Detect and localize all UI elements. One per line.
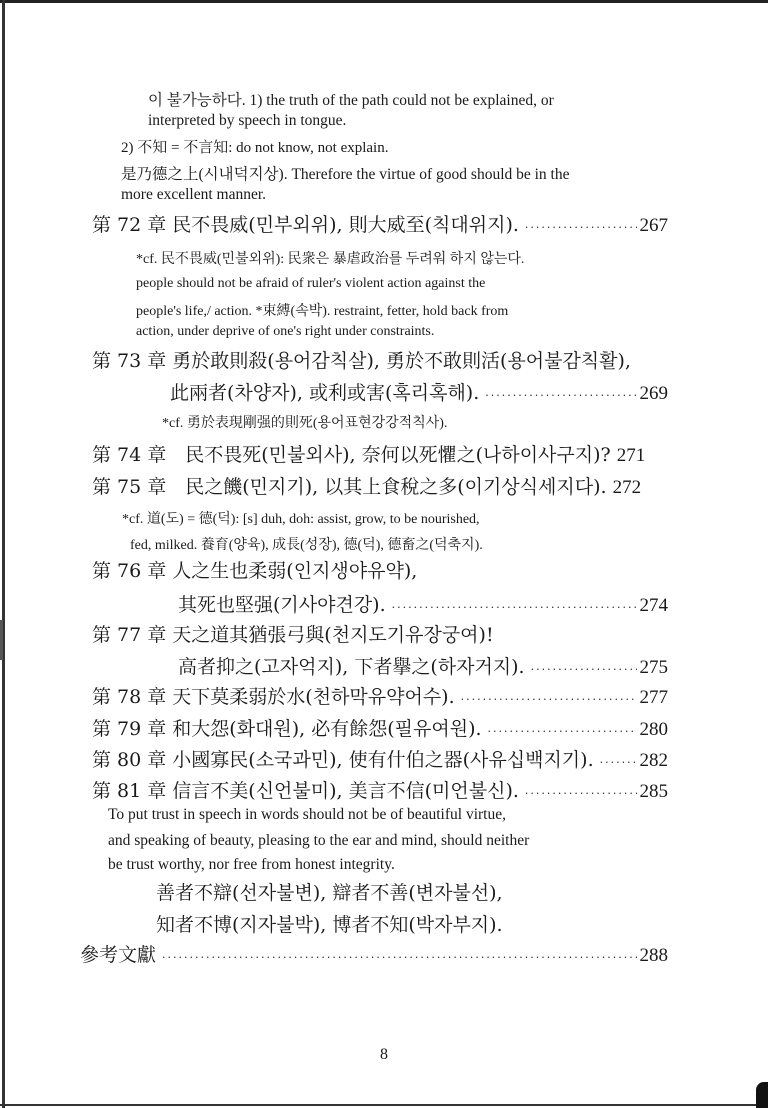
toc-page-ch75: 272 (612, 477, 642, 498)
ch81-note-3: be trust worthy, nor free from honest integrity. (108, 856, 395, 873)
ch81-note-1: To put trust in speech in words should not be of beautiful virtue, (108, 806, 506, 823)
toc-page-ch80: 282 (639, 750, 668, 771)
toc-entry-ch77[interactable] (92, 620, 668, 647)
toc-entry-references[interactable] (80, 940, 668, 967)
intro-line-3: 2) 不知 = 不言知: do not know, not explain. (121, 140, 389, 156)
toc-entry-ch77-cont[interactable] (178, 652, 668, 679)
ch73-note: *cf. 勇於表現剛强的則死(용어표현강강적칙사). (162, 416, 448, 431)
ch72-note-2: people should not be afraid of ruler's violent action against the (136, 276, 486, 291)
toc-title-ch78: 第 78 章 天下莫柔弱於水(천하막유약어수). (92, 686, 455, 708)
ch75-note-2: fed, milked. 養育(양육), 成長(성장), 德(덕), 德畜之(덕축지). (130, 538, 483, 553)
toc-title-ch75: 第 75 章 民之饑(민지기), 以其上食稅之多(이기상식세지다). (92, 476, 607, 498)
toc-page-ch79: 280 (639, 719, 668, 740)
ch72-note-3: people's life,/ action. *束縛(속박). restraint, fetter, hold back from (136, 304, 509, 319)
toc-title-ch81: 第 81 章 信言不美(신언불미), 美言不信(미언불신). (92, 780, 519, 802)
toc-title-ch76-cont: 其死也堅强(기사야견강). (178, 594, 386, 616)
ch81-verse-1-text: 善者不辯(선자불변), 辯者不善(변자불선), (156, 882, 503, 904)
toc-entry-ch81[interactable] (92, 776, 668, 803)
toc-leader-dots (531, 663, 637, 676)
toc-title-references: 參考文獻 (80, 944, 157, 966)
toc-leader-dots (525, 787, 637, 800)
toc-title-ch77: 第 77 章 天之道其猶張弓與(천지도기유장궁여)! (92, 624, 494, 646)
toc-leader-dots (488, 725, 637, 738)
intro-line-2: interpreted by speech in tongue. (148, 112, 347, 129)
toc-entry-ch80[interactable] (92, 745, 668, 772)
toc-leader-dots (461, 693, 637, 706)
toc-leader-dots (485, 389, 636, 402)
toc-entry-ch73[interactable] (92, 346, 668, 373)
toc-page-ch73: 269 (639, 383, 668, 404)
page-top-border (0, 0, 768, 3)
ch72-note-4: action, under deprive of one's right under constraints. (136, 324, 435, 339)
toc-entry-ch76-cont[interactable] (178, 590, 668, 617)
toc-entry-ch79[interactable] (92, 714, 668, 741)
ch81-verse-1 (156, 878, 656, 905)
page-corner-mark (756, 1082, 768, 1108)
page-number: 8 (380, 1046, 388, 1063)
toc-entry-ch72[interactable] (92, 210, 668, 237)
toc-entry-ch75[interactable] (92, 472, 668, 499)
toc-leader-dots (525, 221, 637, 234)
toc-page-ch76: 274 (639, 595, 668, 616)
toc-leader-dots (600, 756, 637, 769)
ch72-note-1: *cf. 民不畏威(민불외위): 民衆은 暴虐政治를 두려워 하지 않는다. (136, 252, 525, 267)
toc-page-ch74: 271 (616, 445, 646, 466)
toc-entry-ch73-cont[interactable] (170, 378, 668, 405)
toc-title-ch72: 第 72 章 民不畏威(민부외위), 則大威至(칙대위지). (92, 214, 519, 236)
page-edge-mark (0, 620, 3, 660)
ch75-note-1: *cf. 道(도) = 德(덕): [s] duh, doh: assist, grow, to be nourished, (122, 512, 480, 527)
toc-title-ch74: 第 74 章 民不畏死(민불외사), 奈何以死懼之(나하이사구지)? (92, 444, 611, 466)
toc-entry-ch78[interactable] (92, 682, 668, 709)
ch81-verse-2-text: 知者不博(지자불박), 博者不知(박자부지). (156, 914, 503, 936)
intro-line-5: more excellent manner. (121, 186, 267, 203)
toc-leader-dots (392, 601, 637, 614)
toc-leader-dots (162, 951, 636, 964)
toc-title-ch79: 第 79 章 和大怨(화대원), 必有餘怨(필유여원). (92, 718, 482, 740)
toc-title-ch73: 第 73 章 勇於敢則殺(용어감칙살), 勇於不敢則活(용어불감칙활), (92, 350, 631, 372)
toc-page-ch72: 267 (639, 215, 668, 236)
toc-page-references: 288 (639, 945, 668, 966)
toc-title-ch76: 第 76 章 人之生也柔弱(인지생야유약), (92, 560, 418, 582)
toc-title-ch73-cont: 此兩者(차양자), 或利或害(혹리혹해). (170, 382, 480, 404)
toc-page-ch78: 277 (639, 687, 668, 708)
intro-line-4: 是乃德之上(시내덕지상). Therefore the virtue of good should be in the (121, 166, 570, 183)
toc-title-ch80: 第 80 章 小國寡民(소국과민), 使有什伯之器(사유십백지기). (92, 749, 594, 771)
toc-entry-ch74[interactable] (92, 440, 668, 467)
toc-entry-ch76[interactable] (92, 556, 668, 583)
toc-title-ch77-cont: 高者抑之(고자억지), 下者擧之(하자거지). (178, 656, 525, 678)
toc-page-ch81: 285 (639, 781, 668, 802)
ch81-verse-2 (156, 910, 656, 937)
intro-line-1: 이 불가능하다. 1) the truth of the path could not be explained, or (148, 92, 554, 109)
toc-page-ch77: 275 (639, 657, 668, 678)
ch81-note-2: and speaking of beauty, pleasing to the ear and mind, should neither (108, 832, 530, 849)
page-bottom-border (0, 1104, 768, 1106)
page-left-border (2, 0, 5, 1108)
